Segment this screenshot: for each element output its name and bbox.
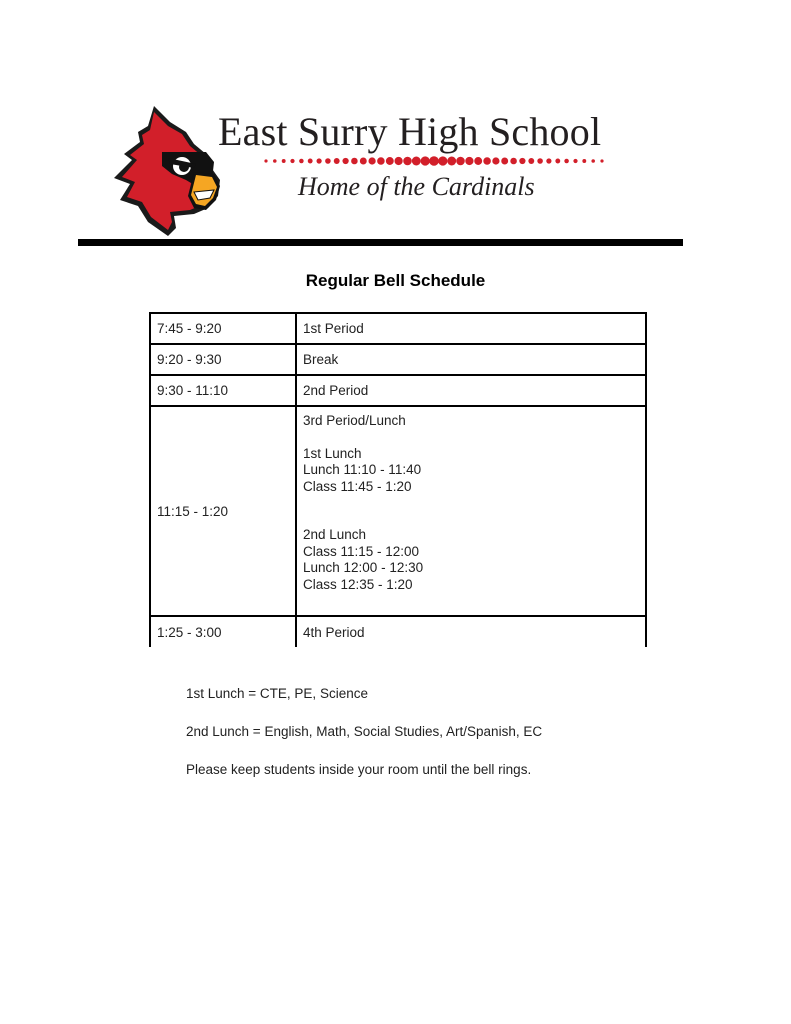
second-lunch-label: 2nd Lunch [303, 527, 367, 542]
period-label: 3rd Period/Lunch [303, 413, 406, 428]
first-lunch-line: Class 11:45 - 1:20 [303, 478, 412, 494]
period-cell: 4th Period [296, 616, 646, 647]
lunch-note: 1st Lunch = CTE, PE, Science [186, 686, 368, 701]
table-row [150, 313, 646, 344]
second-lunch-line: Class 12:35 - 1:20 [303, 576, 413, 592]
table-row [150, 406, 646, 616]
header-rule [78, 239, 683, 246]
school-name: East Surry High School [218, 109, 602, 154]
time-cell: 1:25 - 3:00 [150, 616, 296, 647]
first-lunch-label: 1st Lunch [303, 445, 362, 461]
lunch-detail-cell [296, 406, 646, 616]
dotted-divider [262, 154, 606, 168]
table-row [150, 375, 646, 406]
time-cell: 9:20 - 9:30 [150, 344, 296, 375]
table-row [150, 344, 646, 375]
page-title: Regular Bell Schedule [305, 271, 486, 290]
first-lunch-line: Lunch 11:10 - 11:40 [303, 462, 422, 477]
time-cell: 7:45 - 9:20 [150, 313, 296, 344]
second-lunch-line: Lunch 12:00 - 12:30 [303, 560, 424, 575]
period-cell: 1st Period [296, 313, 646, 344]
period-cell: 2nd Period [296, 375, 646, 406]
cardinal-mascot-icon [110, 104, 224, 238]
period-cell: Break [296, 344, 646, 375]
second-lunch-line: Class 11:15 - 12:00 [303, 543, 420, 559]
lunch-note: 2nd Lunch = English, Math, Social Studies, Art/Spanish, EC [186, 724, 543, 739]
classroom-note: Please keep students inside your room until the bell rings. [186, 762, 532, 777]
time-cell: 9:30 - 11:10 [150, 375, 296, 406]
table-row [150, 616, 646, 647]
time-cell: 11:15 - 1:20 [150, 406, 296, 616]
bell-schedule-table [149, 312, 647, 647]
school-tagline: Home of the Cardinals [298, 172, 535, 201]
